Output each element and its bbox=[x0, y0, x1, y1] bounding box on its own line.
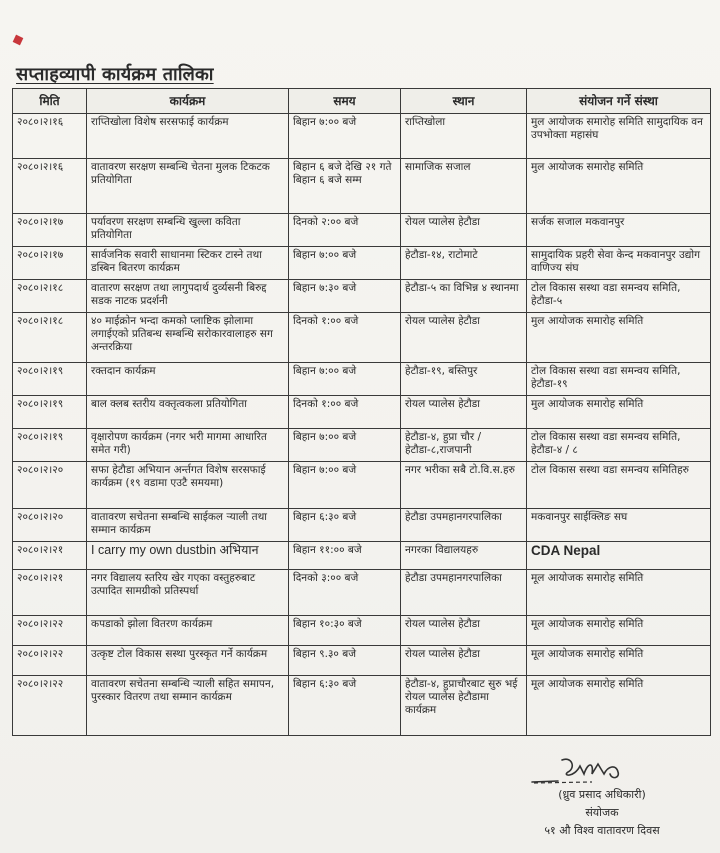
cell-place: रोयल प्यालेस हेटौडा bbox=[401, 313, 527, 363]
schedule-table bbox=[12, 88, 711, 736]
cell-place: सामाजिक सजाल bbox=[401, 159, 527, 214]
cell-place: नगरका विद्यालयहरु bbox=[401, 542, 527, 570]
cell-place: राप्तिखोला bbox=[401, 114, 527, 159]
cell-time: बिहान ६ बजे देखि २१ गते बिहान ६ बजे सम्म bbox=[289, 159, 401, 214]
header-program: कार्यक्रम bbox=[87, 89, 289, 114]
cell-place: रोयल प्यालेस हेटौडा bbox=[401, 396, 527, 429]
cell-organizer: मुल आयोजक समारोह समिति bbox=[527, 396, 711, 429]
cell-place: रोयल प्यालेस हेटौडा bbox=[401, 646, 527, 676]
cell-date: २०८०।२।१६ bbox=[13, 159, 87, 214]
cell-date: २०८०।२।१९ bbox=[13, 363, 87, 396]
cell-time: बिहान ७:०० बजे bbox=[289, 247, 401, 280]
table-row bbox=[13, 676, 711, 736]
table-row bbox=[13, 616, 711, 646]
cell-time: दिनको ३:०० बजे bbox=[289, 570, 401, 616]
cell-date: २०८०।२।२२ bbox=[13, 676, 87, 736]
cell-place: हेटौडा-४, हुप्राचौरबाट सुरु भई रोयल प्यालेस हेटौडामा कार्यक्रम bbox=[401, 676, 527, 736]
cell-date: २०८०।२।२० bbox=[13, 462, 87, 509]
table-row bbox=[13, 247, 711, 280]
cell-time: दिनको १:०० बजे bbox=[289, 313, 401, 363]
cell-program: वातावरण सरक्षण सम्बन्धि चेतना मुलक टिकटक प्रतियोगिता bbox=[87, 159, 289, 214]
cell-program: रक्तदान कार्यक्रम bbox=[87, 363, 289, 396]
table-header-row bbox=[13, 89, 711, 114]
cell-organizer: टोल विकास सस्था वडा समन्वय समितिहरु bbox=[527, 462, 711, 509]
cell-organizer: टोल विकास सस्था वडा समन्वय समिति, हेटौडा-१९ bbox=[527, 363, 711, 396]
table-row bbox=[13, 363, 711, 396]
cell-program: पर्यावरण सरक्षण सम्बन्धि खुल्ला कविता प्रतियोगिता bbox=[87, 214, 289, 247]
header-place: स्थान bbox=[401, 89, 527, 114]
cell-program: बाल क्लब स्तरीय वक्तृत्वकला प्रतियोगिता bbox=[87, 396, 289, 429]
table-row bbox=[13, 214, 711, 247]
cell-place: नगर भरीका सबै टो.वि.स.हरु bbox=[401, 462, 527, 509]
table-row bbox=[13, 542, 711, 570]
cell-place: हेटौडा-५ का विभिन्न ४ स्थानमा bbox=[401, 280, 527, 313]
cell-time: बिहान ७:०० बजे bbox=[289, 363, 401, 396]
cell-time: बिहान ७:०० बजे bbox=[289, 462, 401, 509]
table-row bbox=[13, 509, 711, 542]
cell-time: बिहान १०:३० बजे bbox=[289, 616, 401, 646]
table-row bbox=[13, 313, 711, 363]
cell-organizer: टोल विकास सस्था वडा समन्वय समिति, हेटौडा-४ / ८ bbox=[527, 429, 711, 462]
cell-program: कपडाको झोला वितरण कार्यक्रम bbox=[87, 616, 289, 646]
cell-organizer: सामुदायिक प्रहरी सेवा केन्द मकवानपुर उद्योग वाणिज्य संघ bbox=[527, 247, 711, 280]
signature-block bbox=[502, 752, 702, 840]
cell-program: राप्तिखोला विशेष सरसफाई कार्यक्रम bbox=[87, 114, 289, 159]
cell-program: नगर विद्यालय स्तरिय खेर गएका वस्तुहरुबाट उत्पादित सामग्रीको प्रतिस्पर्धा bbox=[87, 570, 289, 616]
cell-time: बिहान ७:०० बजे bbox=[289, 114, 401, 159]
cell-date: २०८०।२।१८ bbox=[13, 313, 87, 363]
cell-place: रोयल प्यालेस हेटौडा bbox=[401, 214, 527, 247]
cell-date: २०८०।२।१९ bbox=[13, 396, 87, 429]
cell-place: हेटौडा-१९, बस्तिपुर bbox=[401, 363, 527, 396]
table-row bbox=[13, 280, 711, 313]
signatory-role: संयोजक bbox=[585, 806, 619, 819]
red-corner-mark bbox=[13, 35, 24, 46]
cell-place: हेटौडा उपमहानगरपालिका bbox=[401, 509, 527, 542]
cell-organizer: टोल विकास सस्था वडा समन्वय समिति, हेटौडा-५ bbox=[527, 280, 711, 313]
cell-time: बिहान ६:३० बजे bbox=[289, 676, 401, 736]
cell-place: रोयल प्यालेस हेटौडा bbox=[401, 616, 527, 646]
cell-date: २०८०।२।२२ bbox=[13, 616, 87, 646]
table-row bbox=[13, 429, 711, 462]
cell-date: २०८०।२।२१ bbox=[13, 570, 87, 616]
cell-place: हेटौडा उपमहानगरपालिका bbox=[401, 570, 527, 616]
cell-program: वृक्षारोपण कार्यक्रम (नगर भरी मागमा आधारित समेत गरी) bbox=[87, 429, 289, 462]
cell-date: २०८०।२।२१ bbox=[13, 542, 87, 570]
table-row bbox=[13, 396, 711, 429]
cell-date: २०८०।२।१८ bbox=[13, 280, 87, 313]
cell-time: बिहान ७:०० बजे bbox=[289, 429, 401, 462]
cell-time: बिहान ९.३० बजे bbox=[289, 646, 401, 676]
cell-date: २०८०।२।१९ bbox=[13, 429, 87, 462]
cell-date: २०८०।२।२२ bbox=[13, 646, 87, 676]
cell-organizer: मुल आयोजक समारोह समिति bbox=[527, 313, 711, 363]
cell-organizer: मकवानपुर साईक्लिङ सघ bbox=[527, 509, 711, 542]
cell-program: सफा हेटौडा अभियान अर्न्तगत विशेष सरसफाई कार्यक्रम (१९ वडामा एउटै समयमा) bbox=[87, 462, 289, 509]
cell-time: बिहान ११:०० बजे bbox=[289, 542, 401, 570]
cell-organizer: मूल आयोजक समारोह समिति bbox=[527, 676, 711, 736]
cell-organizer: मूल आयोजक समारोह समिति bbox=[527, 616, 711, 646]
table-row bbox=[13, 570, 711, 616]
cell-time: बिहान ६:३० बजे bbox=[289, 509, 401, 542]
cell-place: हेटौडा-४, हुप्रा चौर / हेटौडा-८,राजपानी bbox=[401, 429, 527, 462]
cell-organizer: मूल आयोजक समारोह समिति bbox=[527, 646, 711, 676]
handwritten-signature bbox=[528, 752, 648, 786]
cell-organizer: मुल आयोजक समारोह समिति bbox=[527, 159, 711, 214]
cell-date: २०८०।२।१७ bbox=[13, 214, 87, 247]
cell-organizer: सर्जक सजाल मकवानपुर bbox=[527, 214, 711, 247]
cell-program: वातावरण सचेतना सम्बन्धि साईकल र्‍याली तथा सम्मान कार्यक्रम bbox=[87, 509, 289, 542]
cell-organizer: मूल आयोजक समारोह समिति bbox=[527, 570, 711, 616]
header-organizer: संयोजन गर्ने संस्था bbox=[527, 89, 711, 114]
cell-organizer: CDA Nepal bbox=[527, 542, 711, 570]
header-date: मिति bbox=[13, 89, 87, 114]
cell-time: बिहान ७:३० बजे bbox=[289, 280, 401, 313]
table-row bbox=[13, 159, 711, 214]
cell-date: २०८०।२।१७ bbox=[13, 247, 87, 280]
cell-time: दिनको २:०० बजे bbox=[289, 214, 401, 247]
cell-date: २०८०।२।१६ bbox=[13, 114, 87, 159]
header-time: समय bbox=[289, 89, 401, 114]
signatory-name: (ध्रुव प्रसाद अधिकारी) bbox=[558, 788, 646, 801]
table-row bbox=[13, 462, 711, 509]
cell-time: दिनको १:०० बजे bbox=[289, 396, 401, 429]
cell-organizer: मुल आयोजक समारोह समिति सामुदायिक वन उपभोक्ता महासंघ bbox=[527, 114, 711, 159]
table-row bbox=[13, 114, 711, 159]
event-name: ५१ औ विश्व वातावरण दिवस bbox=[544, 824, 660, 837]
cell-program: उत्कृष्ट टोल विकास सस्था पुरस्कृत गर्ने कार्यक्रम bbox=[87, 646, 289, 676]
cell-program: वातावरण सचेतना सम्बन्धि र्‍याली सहित समापन, पुरस्कार वितरण तथा सम्मान कार्यक्रम bbox=[87, 676, 289, 736]
cell-program: I carry my own dustbin अभियान bbox=[87, 542, 289, 570]
page-title: सप्ताहव्यापी कार्यक्रम तालिका bbox=[16, 64, 214, 85]
table-row bbox=[13, 646, 711, 676]
cell-program: वातारण सरक्षण तथा लागुपदार्थ दुर्व्यसनी बिरुद्द सडक नाटक प्रदर्शनी bbox=[87, 280, 289, 313]
cell-program: ४० माईक्रोन भन्दा कमको प्लाष्टिक झोलामा लगाईएको प्रतिबन्ध सम्बन्धि सरोकारवालाहरु सग अन्तरक्रिया bbox=[87, 313, 289, 363]
cell-date: २०८०।२।२० bbox=[13, 509, 87, 542]
cell-place: हेटौडा-१४, राटोमाटे bbox=[401, 247, 527, 280]
cell-program: सार्वजनिक सवारी साधानमा स्टिकर टास्ने तथा डस्बिन बितरण कार्यक्रम bbox=[87, 247, 289, 280]
